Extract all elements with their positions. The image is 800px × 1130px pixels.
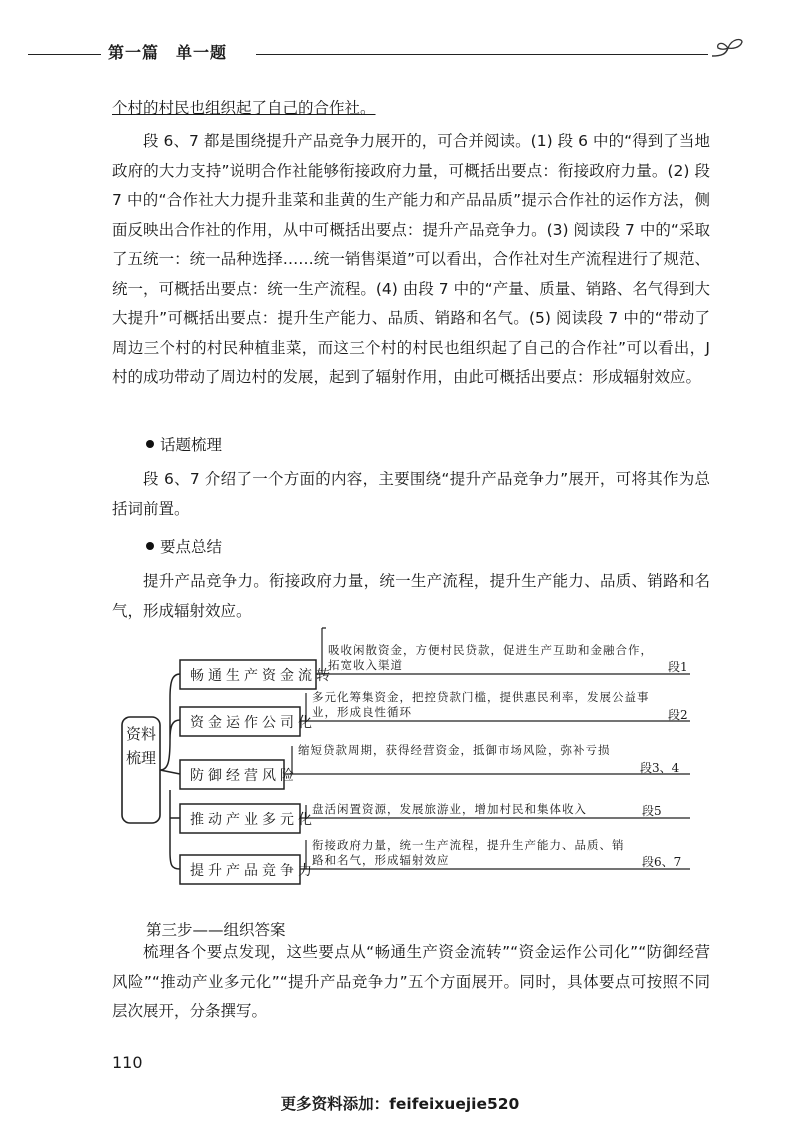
step3-paragraph: 梳理各个要点发现，这些要点从“畅通生产资金流转”“资金运作公司化”“防御经营风险”“推动产业多元化”“提升产品竞争力”五个方面展开。同时，具体要点可按照不同层次展开，分条撰写。 — [112, 943, 710, 1020]
mindmap-root-label: 资料梳理 — [125, 725, 156, 767]
bullet-key-points — [146, 535, 222, 559]
mindmap-connector — [160, 674, 180, 869]
branch-label-4: 推动产业多元化 — [190, 812, 316, 828]
branch-ref-3: 段3、4 — [640, 761, 680, 775]
bullet-topic-sort — [146, 433, 222, 457]
section-title: 第一篇 单一题 — [108, 43, 228, 62]
page-number: 110 — [112, 1053, 143, 1072]
paragraph-topic-sort: 段 6、7 介绍了一个方面的内容，主要围绕“提升产品竞争力”展开，可将其作为总括词前置。 — [112, 470, 710, 518]
branch-ref-1: 段1 — [668, 660, 688, 674]
bullet-label: 话题梳理 — [160, 436, 223, 454]
header-rule-left — [28, 54, 101, 55]
branch-ref-4: 段5 — [642, 804, 662, 818]
branch-label-3: 防御经营风险 — [190, 768, 298, 784]
bullet-dot-icon — [146, 542, 154, 550]
branch-desc-5: 衔接政府力量，统一生产流程，提升生产能力、品质、销路和名气，形成辐射效应 — [312, 838, 625, 867]
bullet-dot-icon — [146, 440, 154, 448]
branch-label-5: 提升产品竞争力 — [190, 863, 316, 879]
branch-label-2: 资金运作公司化 — [190, 715, 316, 731]
bullet-label: 要点总结 — [160, 538, 223, 556]
paragraph-key-points: 提升产品竞争力。衔接政府力量，统一生产流程，提升生产能力、品质、销路和名气，形成辐射效应。 — [112, 572, 710, 620]
branch-ref-2: 段2 — [668, 708, 688, 722]
paragraph-analysis: 段 6、7 都是围绕提升产品竞争力展开的，可合并阅读。(1) 段 6 中的“得到了当地政府的大力支持”说明合作社能够衔接政府力量，可概括出要点：衔接政府力量。(2) 段 7 中的“合作社大力提升韭菜和韭黄的生产能力和产品品质”提示合作社的运作方法，侧面反映出合作社的作用，从中可概括出要点：提升产品竞争力。(3) 阅读段 7 中的“采取了五统一：统一品种选择……统一销售渠道”可以看出，合作社对生产流程进行了规范、统一，可概括出要点：统一生产流程。(4) 由段 7 中的“产量、质量、销路、名气得到大大提升”可概括出要点：提升生产能力、品质、销路和名气。(5) 阅读段 7 中的“带动了周边三个村的村民种植韭菜，而这三个村的村民也组织起了自己的合作社”可以看出，J 村的成功带动了周边村的发展，起到了辐射作用，由此可概括出要点：形成辐射效应。 — [112, 132, 710, 386]
branch-label-1: 畅通生产资金流转 — [190, 668, 334, 684]
running-header — [28, 36, 718, 60]
paragraph-continuation: 个村的村民也组织起了自己的合作社。 — [112, 99, 376, 117]
branch-desc-2: 多元化筹集资金，把控贷款门槛，提供惠民利率，发展公益事业，形成良性循环 — [312, 690, 650, 719]
header-rule-right — [256, 54, 708, 55]
branch-desc-4: 盘活闲置资源，发展旅游业，增加村民和集体收入 — [312, 802, 587, 816]
branch-ref-5: 段6、7 — [642, 855, 682, 869]
footer-note: 更多资料添加：feifeixuejie520 — [280, 1095, 520, 1113]
branch-desc-3: 缩短贷款周期，获得经营资金，抵御市场风险，弥补亏损 — [298, 743, 611, 757]
step3-heading: 第三步——组织答案 — [146, 921, 286, 939]
sprout-icon — [710, 36, 746, 60]
branch-desc-1: 吸收闲散资金，方便村民贷款，促进生产互助和金融合作，拓宽收入渠道 — [328, 643, 653, 672]
